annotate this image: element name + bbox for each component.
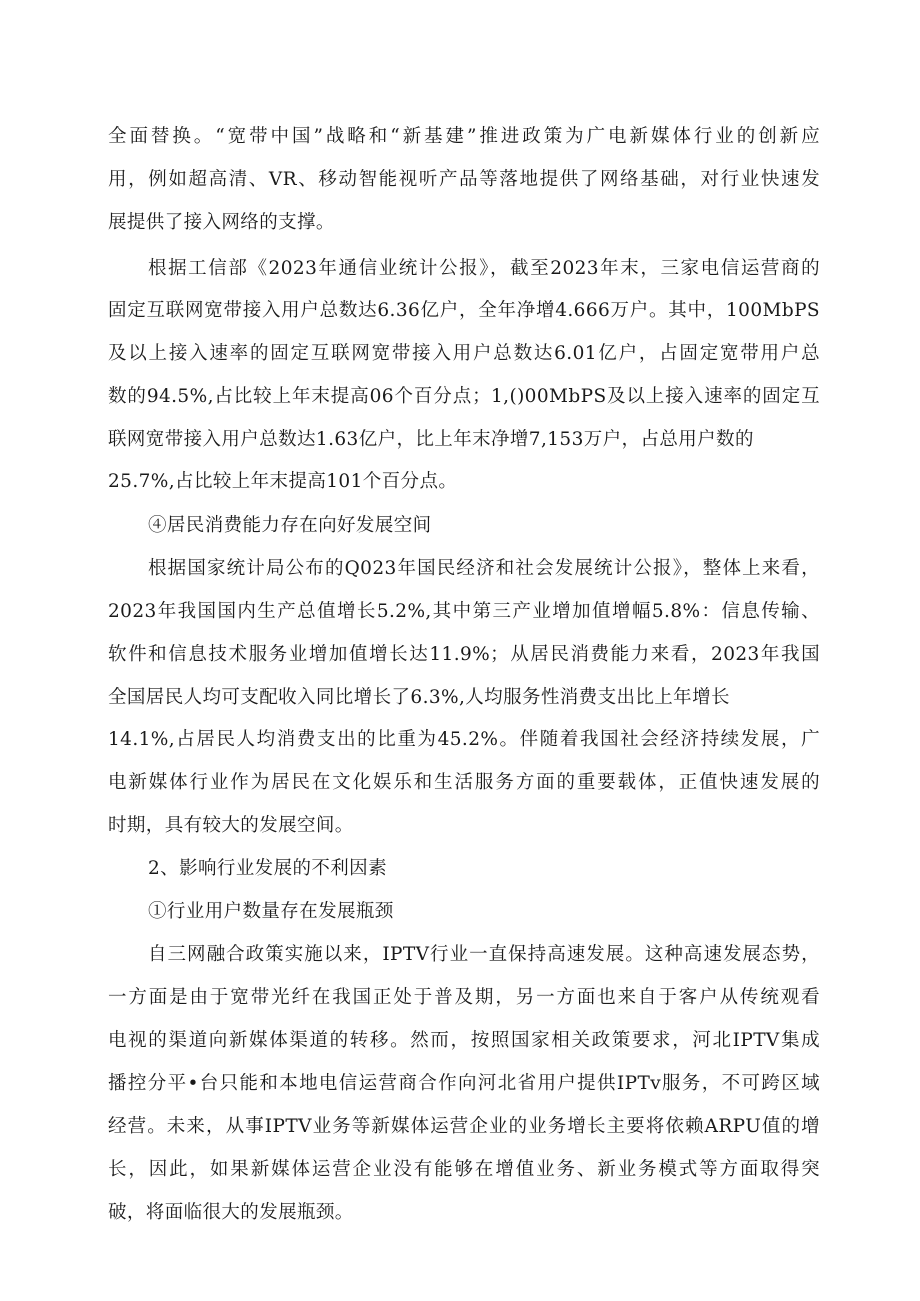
text-line: 2023年我国国内生产总值增长5.2%,其中第三产业增加值增幅5.8%：信息传输、 bbox=[108, 601, 820, 622]
text-line: 全国居民人均可支配收入同比增长了6.3%,人均服务性消费支出比上年增长 bbox=[108, 687, 730, 708]
text-line: 及以上接入速率的固定互联网宽带接入用户总数达6.01亿户，占固定宽带用户总 bbox=[108, 343, 820, 364]
text-line: 全面替换。“宽带中国”战略和“新基建”推进政策为广电新媒体行业的创新应 bbox=[108, 126, 820, 147]
text-line: 数的94.5%,占比较上年末提高06个百分点；1,()00MbPS及以上接入速率的固定互 bbox=[108, 386, 820, 407]
text-line: 电新媒体行业作为居民在文化娱乐和生活服务方面的重要载体，正值快速发展的 bbox=[108, 772, 820, 793]
section-heading: ④居民消费能力存在向好发展空间 bbox=[148, 515, 432, 536]
text-line: 固定互联网宽带接入用户总数达6.36亿户，全年净增4.666万户。其中，100MbPS bbox=[108, 300, 820, 321]
text-line: 播控分平•台只能和本地电信运营商合作向河北省用户提供IPTv服务，不可跨区域 bbox=[108, 1073, 820, 1094]
text-line: 长，因此，如果新媒体运营企业没有能够在增值业务、新业务模式等方面取得突 bbox=[108, 1159, 820, 1180]
text-line: 一方面是由于宽带光纤在我国正处于普及期，另一方面也来自于客户从传统观看 bbox=[108, 987, 820, 1008]
text-line: 破，将面临很大的发展瓶颈。 bbox=[108, 1202, 354, 1223]
text-line: 电视的渠道向新媒体渠道的转移。然而，按照国家相关政策要求，河北IPTV集成 bbox=[108, 1030, 820, 1051]
text-line: 展提供了接入网络的支撑。 bbox=[108, 212, 335, 233]
text-line: 用，例如超高清、VR、移动智能视听产品等落地提供了网络基础，对行业快速发 bbox=[108, 169, 820, 190]
text-line: 联网宽带接入用户总数达1.63亿户，比上年末净增7,153万户，占总用户数的 bbox=[108, 429, 754, 450]
text-line: 25.7%,占比较上年末提高101个百分点。 bbox=[108, 471, 458, 492]
text-line: 14.1%,占居民人均消费支出的比重为45.2%。伴随着我国社会经济持续发展，广 bbox=[108, 729, 820, 750]
subsection-heading: ①行业用户数量存在发展瓶颈 bbox=[148, 901, 394, 922]
text-line: 经营。未来，从事IPTV业务等新媒体运营企业的业务增长主要将依赖ARPU值的增 bbox=[108, 1116, 820, 1137]
text-line: 根据国家统计局公布的Q023年国民经济和社会发展统计公报》，整体上来看， bbox=[148, 558, 820, 579]
text-line: 根据工信部《2023年通信业统计公报》，截至2023年末，三家电信运营商的 bbox=[148, 258, 820, 279]
text-line: 软件和信息技术服务业增加值增长达11.9%；从居民消费能力来看，2023年我国 bbox=[108, 644, 820, 665]
text-line: 自三网融合政策实施以来，IPTV行业一直保持高速发展。这种高速发展态势， bbox=[148, 944, 820, 965]
text-line: 时期，具有较大的发展空间。 bbox=[108, 815, 354, 836]
section-heading: 2、影响行业发展的不利因素 bbox=[148, 858, 387, 879]
